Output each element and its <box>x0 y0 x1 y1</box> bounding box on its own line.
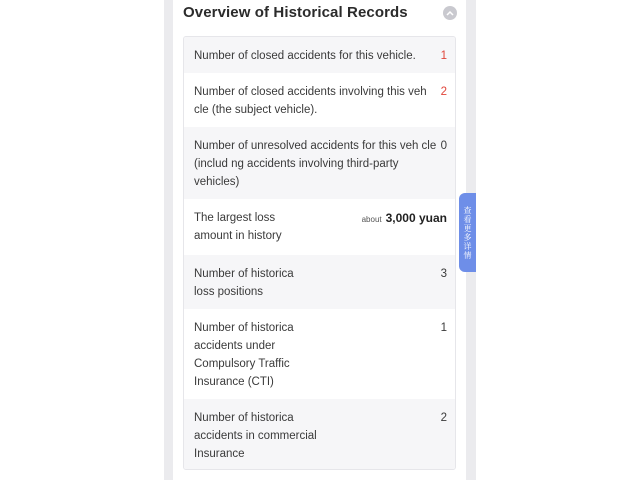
section-title: Overview of Historical Records <box>183 4 408 21</box>
record-label: Number of unresolved accidents for this veh cle (includ ng accidents involving third-party vehicles) <box>194 140 437 188</box>
record-row-loss-positions <box>184 255 455 309</box>
record-value-prefix: about <box>361 215 382 224</box>
record-value: 3 <box>440 268 447 280</box>
records-table <box>183 36 456 470</box>
record-label: Number of closed accidents for this vehicle. <box>194 50 416 62</box>
record-value: 3,000 yuan <box>385 211 447 225</box>
record-value: 2 <box>440 412 447 424</box>
record-label: Number of historica loss positions <box>194 268 294 298</box>
collapse-button[interactable] <box>443 6 457 20</box>
record-label: The largest loss amount in history <box>194 212 282 242</box>
record-label: Number of closed accidents involving this veh cle (the subject vehicle). <box>194 86 427 116</box>
chevron-up-icon <box>446 10 454 16</box>
record-row-cti-accidents <box>184 309 455 399</box>
view-more-details-label: 查看更多详情 <box>463 205 472 260</box>
record-row-closed-accidents-involving <box>184 73 455 127</box>
record-value: 1 <box>440 322 447 334</box>
record-value: 1 <box>440 50 447 62</box>
record-value-group <box>362 209 447 229</box>
record-row-largest-loss <box>184 199 455 255</box>
record-row-commercial-accidents <box>184 399 455 470</box>
record-value: 2 <box>440 86 447 98</box>
record-value: 0 <box>440 140 447 152</box>
record-row-unresolved-accidents <box>184 127 455 199</box>
record-label: Number of historica accidents under Compulsory Traffic Insurance (CTI) <box>194 322 294 388</box>
left-gutter <box>164 0 173 480</box>
record-label: Number of historica accidents in commercial Insurance <box>194 412 317 460</box>
view-more-details-tab[interactable] <box>459 193 476 272</box>
record-row-closed-accidents-vehicle <box>184 37 455 73</box>
